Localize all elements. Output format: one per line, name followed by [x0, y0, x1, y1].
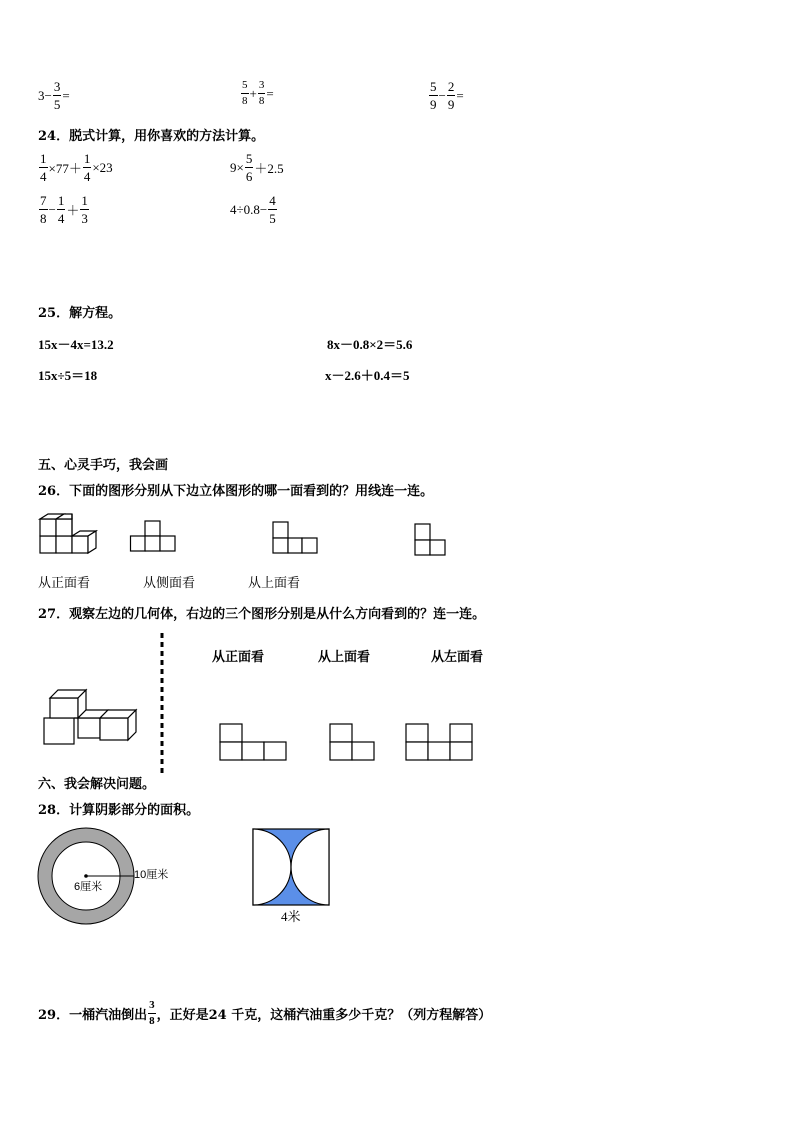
equals-sign: =	[456, 87, 464, 103]
expr-5-8-plus-3-8	[240, 80, 274, 107]
fraction: $\frac{5}{6}$	[245, 151, 253, 184]
minus-sign: −	[44, 87, 52, 103]
square-side-label: 4米	[281, 909, 301, 924]
expr-5-9-minus-2-9	[428, 80, 464, 111]
q28-square-figure	[252, 828, 330, 906]
fraction: $\frac{1}{4}$	[57, 193, 65, 226]
fraction: $\frac{3}{8}$	[258, 79, 265, 107]
q24-expr-a: $\frac{1}{4}$ ×77＋ $\frac{1}{4}$ ×23	[40, 151, 113, 184]
q29-text-post: ，正好是24 千克，这桶汽油重多少千克？（列方程解答）	[156, 1008, 492, 1023]
fraction: $\frac{1}{3}$	[81, 193, 88, 226]
outer-radius-label: 10厘米	[134, 869, 169, 881]
question-24-title: 24．脱式计算，用你喜欢的方法计算。	[38, 129, 265, 144]
fraction: $\frac{3}{5}$	[53, 79, 61, 112]
q27-label-top: 从上面看	[318, 650, 371, 665]
section-6-title: 六、我会解决问题。	[38, 777, 156, 792]
q24-expr-d: 4÷0.8− $\frac{4}{5}$	[230, 193, 276, 226]
expr-3-minus-3-5	[38, 80, 70, 111]
question-28-title: 28．计算阴影部分的面积。	[38, 803, 200, 818]
q26-label-front: 从正面看	[38, 576, 91, 591]
q26-view-b	[272, 521, 318, 555]
whole-number: 3	[38, 87, 45, 103]
minus-sign: −	[438, 87, 446, 103]
q26-label-top: 从上面看	[248, 576, 301, 591]
inner-radius-label: 6厘米	[74, 881, 103, 893]
fraction: $\frac{4}{5}$	[269, 193, 276, 226]
q27-label-left: 从左面看	[431, 650, 484, 665]
fraction: $\frac{7}{8}$	[40, 193, 47, 226]
q24-expr-c: $\frac{7}{8}$ − $\frac{1}{4}$ ＋ $\frac{1}{3}$	[40, 193, 88, 226]
equation-2: 8x－0.8×2＝5.6	[327, 337, 413, 352]
q26-view-c	[414, 523, 446, 557]
fraction: $\frac{5}{8}$	[242, 79, 248, 107]
question-25-title: 25．解方程。	[38, 306, 122, 321]
fraction: $\frac{1}{4}$	[40, 151, 47, 184]
q29-text-pre: 29．一桶汽油倒出	[38, 1008, 148, 1023]
q27-cube-solid-drawing	[42, 688, 140, 746]
question-26-title: 26．下面的图形分别从下边立体图形的哪一面看到的？用线连一连。	[38, 484, 434, 499]
fraction: $\frac{3}{8}$	[149, 999, 155, 1027]
q26-label-side: 从侧面看	[143, 576, 196, 591]
equals-sign: =	[266, 85, 274, 101]
q28-ring-figure	[36, 826, 136, 926]
q27-view-b	[329, 723, 375, 761]
fraction: $\frac{1}{4}$	[83, 151, 91, 184]
equation-4: x－2.6＋0.4＝5	[325, 368, 410, 383]
q24-expr-b: 9× $\frac{5}{6}$ ＋2.5	[230, 151, 284, 184]
q27-view-c	[405, 723, 473, 761]
equation-3: 15x÷5＝18	[38, 368, 98, 383]
section-5-title: 五、心灵手巧，我会画	[38, 458, 169, 473]
q27-view-a	[219, 723, 287, 761]
question-27-title: 27．观察左边的几何体，右边的三个图形分别是从什么方向看到的？连一连。	[38, 607, 486, 622]
fraction: $\frac{5}{9}$	[430, 79, 437, 112]
q26-cube-solid-drawing	[38, 512, 102, 556]
question-29	[38, 1000, 491, 1027]
equals-sign: =	[62, 87, 70, 103]
q27-dashed-divider	[160, 633, 164, 773]
equation-1: 15x－4x=13.2	[38, 337, 114, 352]
q27-label-front: 从正面看	[212, 650, 265, 665]
q26-view-a	[130, 519, 176, 554]
fraction: $\frac{2}{9}$	[447, 79, 455, 112]
plus-sign: +	[249, 85, 257, 101]
